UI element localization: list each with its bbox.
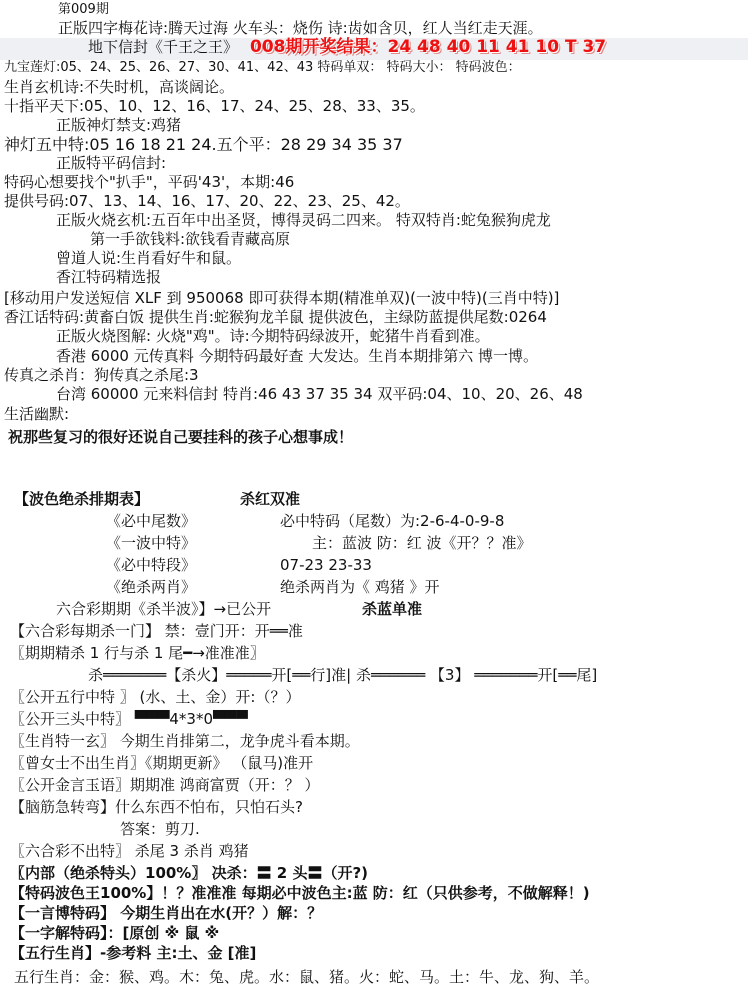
draw-result-banner: 008期开奖结果：24 48 40 11 41 10 T 37 [250,37,607,57]
text-line: 〖公开三头中特〗 ▀▀▀4*3*0▀▀▀ [10,710,248,728]
text-line: 〖公开五行中特 〗 (水、土、金）开:（？） [10,688,301,706]
text-line: 曾道人说:生肖看好牛和鼠。 [56,249,242,267]
text-line: 正版火烧图解: 火烧"鸡"。诗:今期特码绿波开，蛇猪牛肖看到准。 [56,327,490,345]
text-line: 〖内部（绝杀特头）100%〗 决杀：〓 2 头〓（开?) [10,864,369,882]
text-line: 第009期 [58,2,109,17]
text-line: 祝那些复习的很好还说自己要挂科的孩子心想事成！ [8,428,354,446]
text-line: 杀═══════【杀火】═════开[══行]准| 杀══════ 【3】 ═══════开[══尾] [88,666,598,684]
text-line: 生活幽默: [4,405,70,423]
text-line: 〖公开金言玉语〗期期准 鸿商富贾（开：？ ） [10,776,320,794]
text-line: 五行生肖：金：猴、鸡。木：兔、虎。水：鼠、猪。火：蛇、马。土：牛、龙、狗、羊。 [14,968,600,986]
text-line: 【一言博特码】 今期生肖出在水(开？）解：？ [10,904,323,922]
text-line: 《一波中特》 [106,534,197,552]
text-line: 07-23 23-33 [280,556,372,574]
text-line: 神灯五中特:05 16 18 21 24.五个平：28 29 34 35 37 [4,135,403,154]
text-line: 【波色绝杀排期表】 [14,490,150,508]
text-line: 六合彩期期《杀半波》】→已公开 [56,600,272,618]
text-line: 正版四字梅花诗:腾天过海 火车头：烧伤 诗:齿如含贝，红人当红走天涯。 [58,19,543,37]
text-line: 【六合彩每期杀一门】 禁：壹门开：开══准 [10,622,303,640]
text-line: 香江话特码:黄畜白饭 提供生肖:蛇猴狗龙羊鼠 提供波色，主绿防蓝提供尾数:0264 [4,308,547,326]
text-line: [移动用户发送短信 XLF 到 950068 即可获得本期(精准单双)(一波中特)(三肖中特)] [4,289,560,307]
text-line: 必中特码（尾数）为:2-6-4-0-9-8 [280,512,505,530]
text-line: 〖六合彩不出特〗 杀尾 3 杀肖 鸡猪 [10,842,249,860]
text-line: 特码心想要找个"扒手"，平码'43'，本期:46 [4,173,295,191]
text-line: 传真之杀肖：狗传真之杀尾:3 [4,366,199,384]
text-line: 【一字解特码】：[原创 ※ 鼠 ※ [10,924,220,942]
text-line: 〖生肖特一玄〗 今期生肖排第二，龙争虎斗看本期。 [10,732,360,750]
text-line: 答案：剪刀. [120,820,200,838]
text-line: 主：蓝波 防：红 波《开？？准》 [312,534,532,552]
text-line: 《必中尾数》 [106,512,197,530]
text-line: 九宝莲灯:05、24、25、26、27、30、41、42、43 特码单双： 特码大小： 特码波色： [4,60,521,75]
text-line: 香港 6000 元传真料 今期特码最好查 大发达。生肖本期排第六 博一博。 [56,347,539,365]
text-line: 杀红双准 [240,490,301,508]
text-line: 香江特码精选报 [56,268,162,286]
text-line: 地下信封《千王之王》 [88,38,239,56]
text-line: 【特码波色王100%】！？准准准 每期必中波色主:蓝 防：红（只供参考，不做解释！) [10,884,590,902]
text-line: 正版特平码信封: [56,154,167,172]
text-line: 十指平天下:05、10、12、16、17、24、25、28、33、35。 [4,97,425,115]
text-line: 《必中特段》 [106,556,197,574]
text-line: 生肖玄机诗:不失时机，高谈阔论。 [4,78,235,96]
text-line: 正版神灯禁支:鸡猪 [56,116,182,134]
text-line: 〖期期精杀 1 行与杀 1 尾━→准准准〗 [10,644,265,662]
text-line: 绝杀两肖为《 鸡猪 》开 [280,578,440,596]
text-line: 《绝杀两肖》 [106,578,197,596]
text-line: 【脑筋急转弯】什么东西不怕布，只怕石头? [10,798,303,816]
text-line: 第一手欲钱料:欲钱看青藏高原 [90,230,291,248]
text-line: 正版火烧玄机:五百年中出圣贤，博得灵码二四来。 特双特肖:蛇兔猴狗虎龙 [56,211,551,229]
text-line: 【五行生肖】-参考料 主:土、金 [准] [10,944,257,962]
text-line: 提供号码:07、13、14、16、17、20、22、23、25、42。 [4,192,410,210]
text-line: 台湾 60000 元来料信封 特肖:46 43 37 35 34 双平码:04、10、20、26、48 [56,385,583,403]
text-line: 〖曾女士不出生肖〗《期期更新》 （鼠马)准开 [10,754,314,772]
text-line: 杀蓝单准 [362,600,423,618]
